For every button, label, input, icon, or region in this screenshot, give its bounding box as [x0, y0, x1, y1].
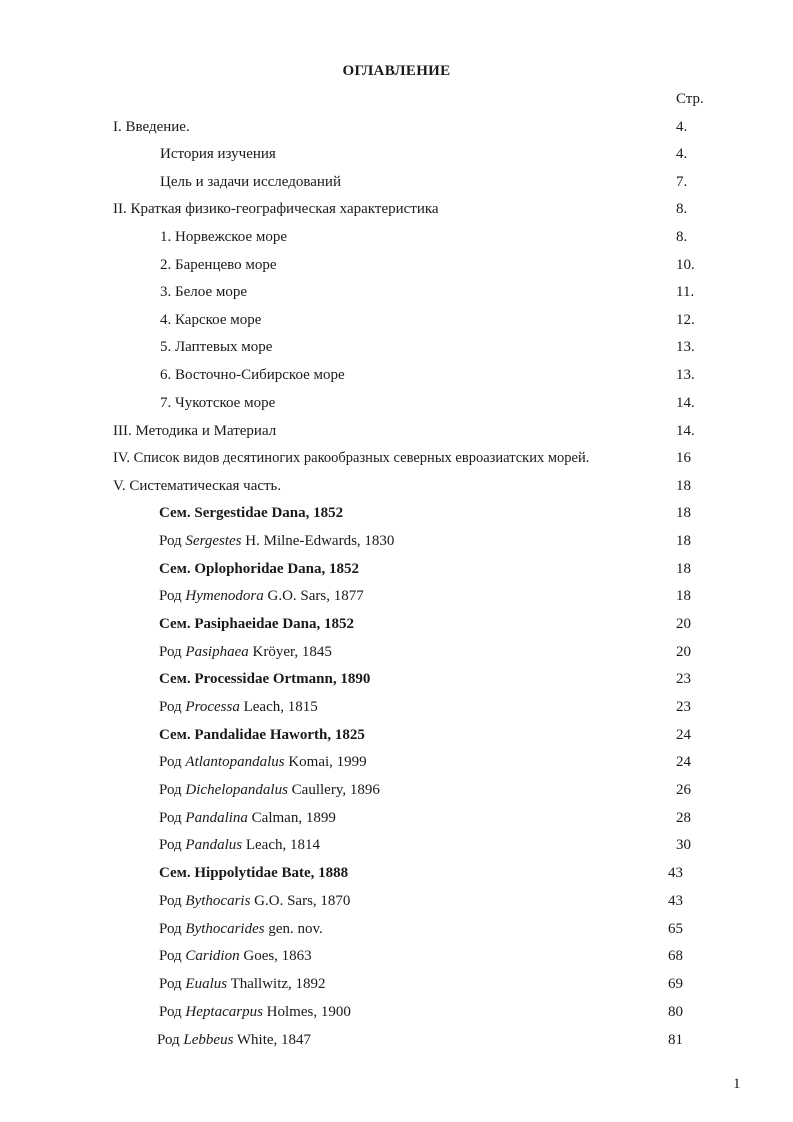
genus-name: Pandalina: [185, 810, 248, 826]
genus-prefix: Род: [159, 948, 186, 964]
genus-authority: G.O. Sars, 1870: [250, 893, 351, 909]
entry-label: Сем. Sergestidae Dana, 1852: [159, 505, 344, 521]
genus-name: Heptacarpus: [185, 1004, 263, 1020]
page-column-label: Стр.: [676, 91, 704, 107]
genus-authority: H. Milne-Edwards, 1830: [241, 533, 395, 549]
entry-page: 12.: [676, 312, 695, 328]
genus-prefix: Род: [159, 588, 186, 604]
genus-prefix: Род: [159, 1004, 186, 1020]
toc-genus-entry: [0, 696, 793, 718]
entry-page: 43: [668, 865, 683, 881]
toc-family-entry: [0, 724, 793, 746]
toc-genus-entry: [0, 585, 793, 607]
toc-entry: [0, 281, 793, 303]
entry-page: 18: [676, 505, 691, 521]
entry-label: 4. Карское море: [160, 312, 262, 328]
entry-label: IV. Список видов десятиногих ракообразных северных евроазиатских морей.: [113, 450, 590, 466]
entry-label: Сем. Processidae Ortmann, 1890: [159, 671, 371, 687]
toc-entry: [0, 447, 793, 469]
entry-page: 18: [676, 561, 691, 577]
toc-genus-entry: [0, 1029, 793, 1051]
toc-genus-entry: [0, 1001, 793, 1023]
genus-name: Pandalus: [185, 837, 243, 853]
entry-label: II. Краткая физико-географическая характеристика: [113, 201, 439, 217]
entry-label: Сем. Oplophoridae Dana, 1852: [159, 561, 360, 577]
toc-entry: [0, 198, 793, 220]
entry-page: 18: [676, 478, 691, 494]
entry-page: 11.: [676, 284, 695, 300]
genus-authority: Kröyer, 1845: [248, 644, 332, 660]
toc-entry: [0, 171, 793, 193]
toc-entry: [0, 254, 793, 276]
entry-label: 1. Норвежское море: [160, 229, 288, 245]
entry-page: 23: [676, 699, 691, 715]
genus-name: Bythocaris: [185, 893, 251, 909]
toc-entry: [0, 226, 793, 248]
genus-authority: Thallwitz, 1892: [227, 976, 326, 992]
toc-entry: [0, 309, 793, 331]
entry-page: 4.: [676, 146, 688, 162]
genus-prefix: Род: [159, 644, 186, 660]
entry-label: [159, 779, 380, 801]
entry-label: 7. Чукотское море: [160, 395, 276, 411]
genus-name: Bythocarides: [185, 921, 265, 937]
genus-authority: Calman, 1899: [247, 810, 336, 826]
entry-page: 14.: [676, 423, 695, 439]
entry-page: 23: [676, 671, 691, 687]
entry-page: 81: [668, 1032, 683, 1048]
genus-authority: Holmes, 1900: [262, 1004, 351, 1020]
entry-page: 28: [676, 810, 691, 826]
toc-family-entry: [0, 558, 793, 580]
toc-entry: [0, 364, 793, 386]
entry-page: 20: [676, 616, 691, 632]
entry-page: 26: [676, 782, 691, 798]
entry-page: 65: [668, 921, 683, 937]
toc-entry: [0, 143, 793, 165]
entry-label: 5. Лаптевых море: [160, 339, 273, 355]
entry-page: 4.: [676, 119, 688, 135]
entry-page: 10.: [676, 257, 695, 273]
genus-prefix: Род: [159, 699, 186, 715]
genus-prefix: Род: [159, 810, 186, 826]
entry-label: [157, 1029, 311, 1051]
toc-genus-entry: [0, 973, 793, 995]
toc-family-entry: [0, 668, 793, 690]
entry-label: 3. Белое море: [160, 284, 247, 300]
toc-family-entry: [0, 862, 793, 884]
genus-prefix: Род: [157, 1032, 184, 1048]
page-number: 1: [733, 1076, 741, 1092]
entry-label: [159, 973, 326, 995]
entry-page: 68: [668, 948, 683, 964]
toc-entry: [0, 116, 793, 138]
entry-label: III. Методика и Материал: [113, 423, 277, 439]
toc-genus-entry: [0, 918, 793, 940]
entry-label: [159, 945, 312, 967]
genus-authority: Leach, 1815: [239, 699, 318, 715]
entry-label: [159, 834, 320, 856]
genus-name: Caridion: [185, 948, 240, 964]
entry-page: 18: [676, 533, 691, 549]
entry-page: 43: [668, 893, 683, 909]
entry-page: 13.: [676, 339, 695, 355]
entry-label: V. Систематическая часть.: [113, 478, 282, 494]
entry-label: 2. Баренцево море: [160, 257, 277, 273]
entry-label: Сем. Hippolytidae Bate, 1888: [159, 865, 349, 881]
entry-label: [159, 751, 367, 773]
entry-page: 7.: [676, 174, 688, 190]
entry-label: 6. Восточно-Сибирское море: [160, 367, 345, 383]
entry-label: Цель и задачи исследований: [160, 174, 341, 190]
genus-prefix: Род: [159, 533, 186, 549]
entry-page: 14.: [676, 395, 695, 411]
toc-entry: [0, 336, 793, 358]
genus-name: Pasiphaea: [185, 644, 249, 660]
genus-name: Atlantopandalus: [185, 754, 285, 770]
entry-page: 30: [676, 837, 691, 853]
toc-family-entry: [0, 613, 793, 635]
toc-genus-entry: [0, 779, 793, 801]
toc-family-entry: [0, 502, 793, 524]
entry-label: [159, 890, 350, 912]
genus-name: Dichelopandalus: [185, 782, 288, 798]
genus-name: Hymenodora: [185, 588, 264, 604]
entry-page: 18: [676, 588, 691, 604]
genus-name: Processa: [185, 699, 240, 715]
genus-prefix: Род: [159, 893, 186, 909]
toc-genus-entry: [0, 641, 793, 663]
entry-label: [159, 530, 394, 552]
genus-prefix: Род: [159, 921, 186, 937]
genus-name: Lebbeus: [183, 1032, 234, 1048]
toc-genus-entry: [0, 807, 793, 829]
entry-page: 20: [676, 644, 691, 660]
toc-genus-entry: [0, 945, 793, 967]
entry-page: 16: [676, 450, 691, 466]
entry-label: Сем. Pandalidae Haworth, 1825: [159, 727, 365, 743]
entry-label: [159, 807, 336, 829]
toc-entry: [0, 420, 793, 442]
entry-label: [159, 696, 318, 718]
entry-page: 24: [676, 754, 691, 770]
toc-entry: [0, 475, 793, 497]
toc-genus-entry: [0, 751, 793, 773]
genus-authority: G.O. Sars, 1877: [263, 588, 364, 604]
toc-genus-entry: [0, 530, 793, 552]
genus-prefix: Род: [159, 782, 186, 798]
genus-prefix: Род: [159, 754, 186, 770]
entry-label: [159, 918, 323, 940]
genus-prefix: Род: [159, 976, 186, 992]
entry-page: 13.: [676, 367, 695, 383]
entry-page: 24: [676, 727, 691, 743]
entry-label: История изучения: [160, 146, 276, 162]
entry-page: 8.: [676, 201, 688, 217]
entry-label: [159, 1001, 351, 1023]
toc-entry: [0, 392, 793, 414]
entry-page: 69: [668, 976, 683, 992]
toc-genus-entry: [0, 834, 793, 856]
entry-label: [159, 641, 332, 663]
toc-genus-entry: [0, 890, 793, 912]
genus-authority: Caullery, 1896: [287, 782, 380, 798]
entry-label: Сем. Pasiphaeidae Dana, 1852: [159, 616, 354, 632]
genus-name: Eualus: [185, 976, 228, 992]
entry-page: 8.: [676, 229, 688, 245]
genus-name: Sergestes: [185, 533, 242, 549]
entry-label: [159, 585, 364, 607]
genus-authority: Leach, 1814: [242, 837, 320, 853]
entry-label: I. Введение.: [113, 119, 190, 135]
genus-prefix: Род: [159, 837, 186, 853]
entry-page: 80: [668, 1004, 683, 1020]
toc-title: ОГЛАВЛЕНИЕ: [342, 63, 451, 79]
genus-authority: gen. nov.: [264, 921, 323, 937]
genus-authority: Komai, 1999: [284, 754, 367, 770]
genus-authority: Goes, 1863: [239, 948, 312, 964]
genus-authority: White, 1847: [233, 1032, 312, 1048]
